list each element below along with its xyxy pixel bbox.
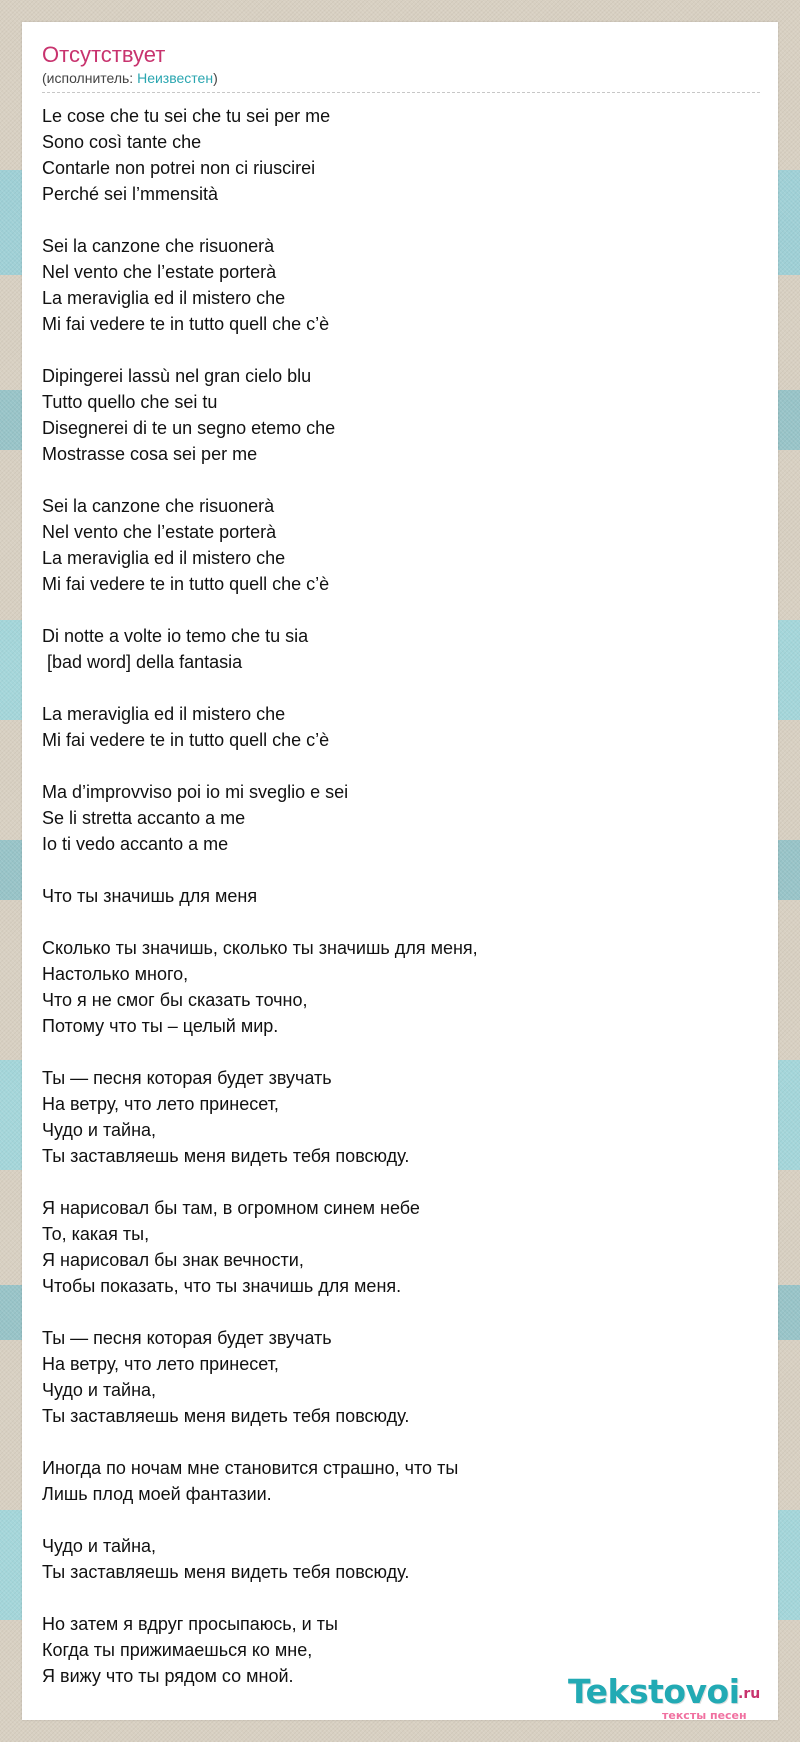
stanza-break — [42, 1039, 742, 1065]
lyrics-card — [22, 22, 778, 1720]
lyric-line: Nel vento che l’estate porterà — [42, 262, 277, 282]
lyric-line: Я нарисовал бы там, в огромном синем небе — [42, 1198, 420, 1218]
lyric-line: Sei la canzone che risuonerà — [42, 496, 275, 516]
lyric-line: Perché sei l’mmensità — [42, 184, 219, 204]
lyric-line: Sei la canzone che risuonerà — [42, 236, 275, 256]
lyric-line: Сколько ты значишь, сколько ты значишь для меня, — [42, 938, 478, 958]
lyric-line: Mi fai vedere te in tutto quell che c’è — [42, 314, 330, 334]
artist-line — [42, 69, 762, 87]
lyric-line: Чудо и тайна, — [42, 1120, 157, 1140]
artist-link[interactable]: Неизвестен — [137, 70, 214, 86]
lyric-line: Я вижу что ты рядом со мной. — [42, 1666, 294, 1686]
stanza-break — [42, 1429, 742, 1455]
lyric-line: Sono così tante che — [42, 132, 202, 152]
lyric-line: Чудо и тайна, — [42, 1536, 157, 1556]
lyrics-body — [42, 103, 742, 1689]
stanza-break — [42, 857, 742, 883]
stanza-break — [42, 207, 742, 233]
stanza-break — [42, 1507, 742, 1533]
site-logo[interactable] — [568, 1674, 778, 1720]
lyric-line: La meraviglia ed il mistero che — [42, 548, 286, 568]
lyric-line: Disegnerei di te un segno etemo che — [42, 418, 336, 438]
lyric-line: Dipingerei lassù nel gran cielo blu — [42, 366, 312, 386]
lyric-line: Ты заставляешь меня видеть тебя повсюду. — [42, 1146, 410, 1166]
stanza-break — [42, 753, 742, 779]
lyric-line: Ma d’improvviso poi io mi sveglio e sei — [42, 782, 349, 802]
stanza-break — [42, 675, 742, 701]
artist-suffix: ) — [213, 70, 218, 86]
stanza-break — [42, 1585, 742, 1611]
lyric-line: Лишь плод моей фантазии. — [42, 1484, 272, 1504]
lyric-line: Иногда по ночам мне становится страшно, что ты — [42, 1458, 459, 1478]
lyric-line: Ты — песня которая будет звучать — [42, 1328, 332, 1348]
stanza-break — [42, 1299, 742, 1325]
lyric-line: Потому что ты – целый мир. — [42, 1016, 279, 1036]
lyric-line: Ты — песня которая будет звучать — [42, 1068, 332, 1088]
artist-prefix: (исполнитель: — [42, 70, 138, 86]
lyric-line: Когда ты прижимаешься ко мне, — [42, 1640, 313, 1660]
song-header — [42, 42, 762, 87]
lyric-line: Nel vento che l’estate porterà — [42, 522, 277, 542]
lyric-line: Чтобы показать, что ты значишь для меня. — [42, 1276, 402, 1296]
lyric-line: La meraviglia ed il mistero che — [42, 288, 286, 308]
logo-wordmark: Tekstovoi — [568, 1672, 740, 1711]
logo-domain-suffix: .ru — [738, 1686, 761, 1702]
lyric-line: Contarle non potrei non ci riuscirei — [42, 158, 316, 178]
stanza-break — [42, 597, 742, 623]
song-title: Отсутствует — [42, 42, 166, 67]
lyric-line: Le cose che tu sei che tu sei per me — [42, 106, 331, 126]
stanza-break — [42, 909, 742, 935]
lyric-line: Ты заставляешь меня видеть тебя повсюду. — [42, 1562, 410, 1582]
lyric-line: Что я не смог бы сказать точно, — [42, 990, 308, 1010]
lyric-line: Но затем я вдруг просыпаюсь, и ты — [42, 1614, 338, 1634]
lyric-line: Tutto quello che sei tu — [42, 392, 218, 412]
header-divider — [42, 92, 760, 93]
lyric-line: Mostrasse cosa sei per me — [42, 444, 258, 464]
lyric-line: Чудо и тайна, — [42, 1380, 157, 1400]
stanza-break — [42, 1169, 742, 1195]
lyric-line: Mi fai vedere te in tutto quell che c’è — [42, 574, 330, 594]
lyric-line: На ветру, что лето принесет, — [42, 1094, 279, 1114]
lyric-line: На ветру, что лето принесет, — [42, 1354, 279, 1374]
logo-tagline: тексты песен — [662, 1709, 747, 1722]
lyric-line: Mi fai vedere te in tutto quell che c’è — [42, 730, 330, 750]
lyric-line: Ты заставляешь меня видеть тебя повсюду. — [42, 1406, 410, 1426]
stanza-break — [42, 337, 742, 363]
lyric-line: То, какая ты, — [42, 1224, 150, 1244]
lyric-line: La meraviglia ed il mistero che — [42, 704, 286, 724]
lyric-line: Настолько много, — [42, 964, 189, 984]
lyric-line: Se li stretta accanto a me — [42, 808, 246, 828]
lyric-line: [bad word] della fantasia — [42, 652, 243, 672]
lyric-line: Что ты значишь для меня — [42, 886, 258, 906]
lyric-line: Di notte a volte io temo che tu sia — [42, 626, 309, 646]
lyric-line: Я нарисовал бы знак вечности, — [42, 1250, 304, 1270]
stanza-break — [42, 467, 742, 493]
lyric-line: Io ti vedo accanto a me — [42, 834, 229, 854]
